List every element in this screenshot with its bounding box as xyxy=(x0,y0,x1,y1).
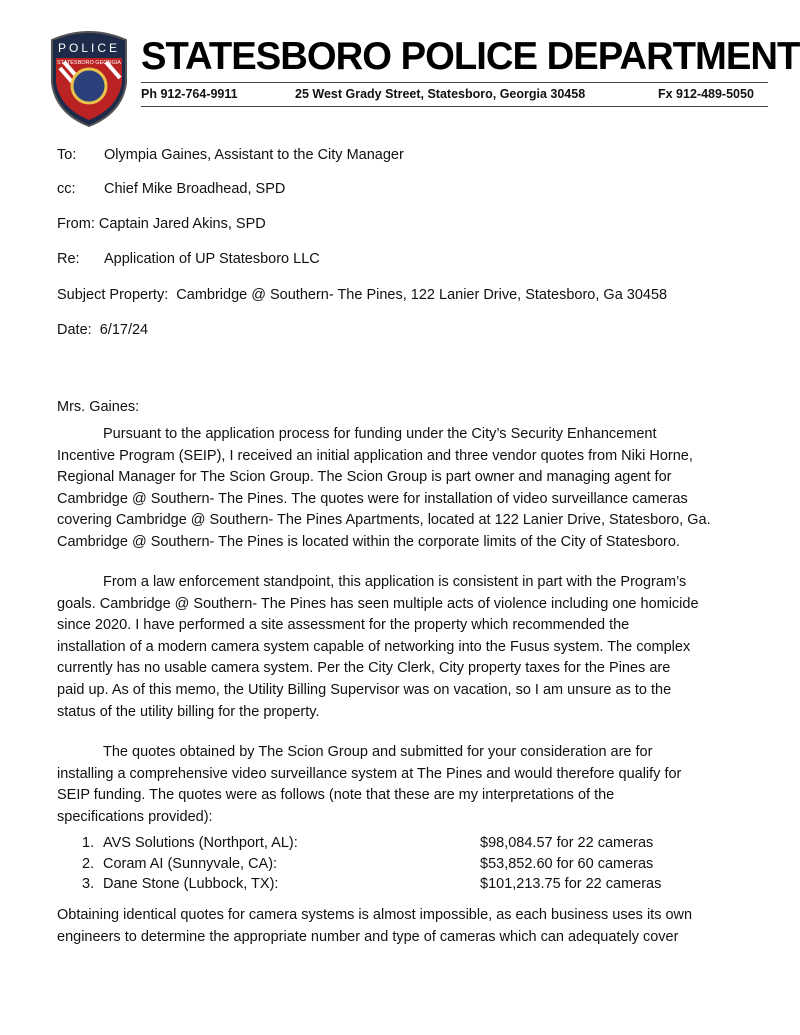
fax: Fx 912-489-5050 xyxy=(658,87,754,101)
quote-number: 1. xyxy=(82,835,95,851)
cc-field xyxy=(57,181,286,197)
paragraph-line: covering Cambridge @ Southern- The Pines Apartments, located at 122 Lanier Drive, Statesboro, Ga. xyxy=(57,512,711,529)
svg-text:POLICE: POLICE xyxy=(57,41,121,55)
paragraph-line: SEIP funding. The quotes were as follows (note that these are my interpretations of the xyxy=(57,787,615,804)
date-field xyxy=(57,322,148,338)
paragraph-line: status of the utility billing for the property. xyxy=(57,703,320,720)
salutation: Mrs. Gaines: xyxy=(57,399,140,415)
quote-number: 2. xyxy=(82,856,95,872)
paragraph-line: installation of a modern camera system capable of networking into the Fusus system. The complex xyxy=(57,638,691,655)
address: 25 West Grady Street, Statesboro, Georgia 30458 xyxy=(295,87,586,101)
header-rule-top xyxy=(141,82,768,83)
paragraph-line: currently has no usable camera system. Per the City Clerk, City property taxes for the Pines are xyxy=(57,660,671,677)
paragraph-line: Incentive Program (SEIP), I received an initial application and three vendor quotes from Niki Horne, xyxy=(57,447,693,464)
quote-price: $98,084.57 for 22 cameras xyxy=(480,835,654,851)
paragraph-line: Cambridge @ Southern- The Pines is located within the corporate limits of the City of Statesboro. xyxy=(57,534,680,550)
subject-label: Subject Property: xyxy=(57,287,169,303)
paragraph-line: Regional Manager for The Scion Group. The Scion Group is part owner and managing agent for xyxy=(57,469,672,486)
cc-label: cc: xyxy=(57,181,76,197)
closing-line: Obtaining identical quotes for camera systems is almost impossible, as each business uses its own xyxy=(57,907,693,923)
subject-value: Cambridge @ Southern- The Pines, 122 Lanier Drive, Statesboro, Ga 30458 xyxy=(176,287,668,303)
from-field xyxy=(57,216,266,232)
re-field xyxy=(57,251,320,267)
re-value: Application of UP Statesboro LLC xyxy=(104,251,320,267)
re-label: Re: xyxy=(57,251,80,267)
quote-price: $53,852.60 for 60 cameras xyxy=(480,856,654,872)
department-title: STATESBORO POLICE DEPARTMENT xyxy=(141,35,800,78)
subject-field xyxy=(57,287,667,303)
phone: Ph 912-764-9911 xyxy=(141,87,238,101)
date-label: Date: xyxy=(57,322,92,338)
paragraph-line: Cambridge @ Southern- The Pines. The quotes were for installation of video surveillance cameras xyxy=(57,490,688,507)
paragraph-line: paid up. As of this memo, the Utility Billing Supervisor was on vacation, so I am unsure as to the xyxy=(57,682,672,698)
quote-vendor: AVS Solutions (Northport, AL): xyxy=(103,835,298,851)
to-value: Olympia Gaines, Assistant to the City Manager xyxy=(104,147,404,163)
police-badge-logo xyxy=(46,28,132,128)
paragraph-line: Pursuant to the application process for funding under the City’s Security Enhancement xyxy=(103,426,657,442)
to-label: To: xyxy=(57,147,77,163)
paragraph-line: installing a comprehensive video surveillance system at The Pines and would therefore qualify for xyxy=(57,765,682,782)
quote-number: 3. xyxy=(82,876,95,892)
svg-text:STATESBORO GEORGIA: STATESBORO GEORGIA xyxy=(57,60,121,66)
from-value: Captain Jared Akins, SPD xyxy=(98,216,266,232)
paragraph-line: goals. Cambridge @ Southern- The Pines has seen multiple acts of violence including one homicide xyxy=(57,595,699,612)
paragraph-line: since 2020. I have performed a site assessment for the property which recommended the xyxy=(57,617,630,634)
paragraph-line: The quotes obtained by The Scion Group and submitted for your consideration are for xyxy=(103,744,653,760)
date-value: 6/17/24 xyxy=(99,322,149,338)
closing-line: engineers to determine the appropriate number and type of cameras which can adequately cover xyxy=(57,929,679,945)
paragraph-line: specifications provided): xyxy=(57,808,213,825)
header-rule-bottom xyxy=(141,106,768,107)
paragraph-line: From a law enforcement standpoint, this application is consistent in part with the Program’s xyxy=(103,574,687,590)
cc-value: Chief Mike Broadhead, SPD xyxy=(104,181,286,197)
to-field xyxy=(57,147,404,163)
quote-price: $101,213.75 for 22 cameras xyxy=(480,876,662,892)
from-label: From: xyxy=(57,216,95,232)
quote-vendor: Dane Stone (Lubbock, TX): xyxy=(103,876,279,892)
quote-vendor: Coram AI (Sunnyvale, CA): xyxy=(103,856,278,872)
